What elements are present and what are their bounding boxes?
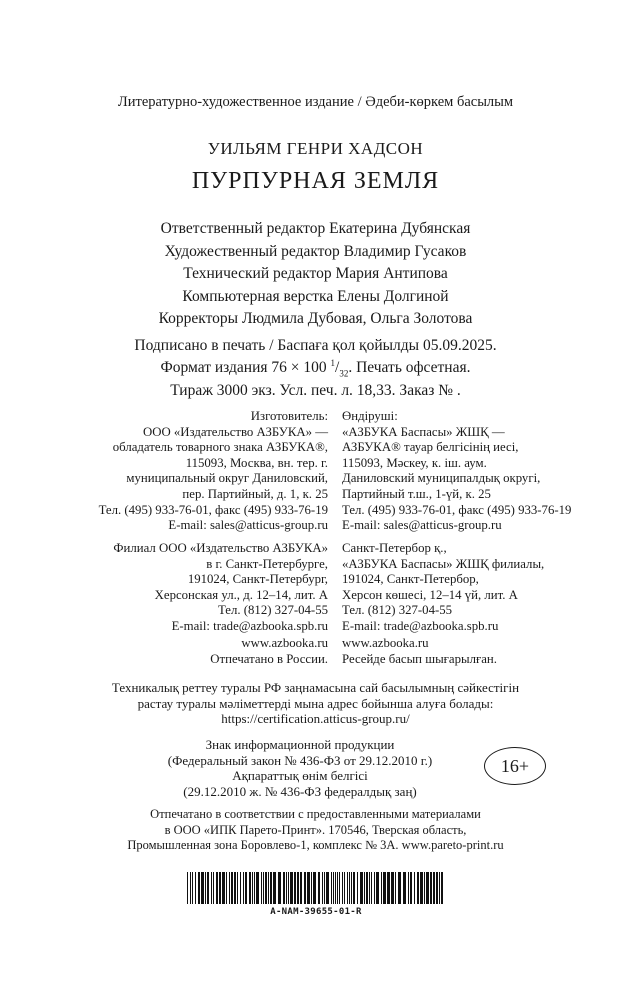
manufacturer-line: «АЗБУКА Баспасы» ЖШҚ — <box>342 424 505 439</box>
manufacturer-line: пер. Партийный, д. 1, к. 25 <box>182 486 328 501</box>
manufacturer-line: ООО «Издательство АЗБУКА» — <box>142 424 328 439</box>
format-prefix: Формат издания 76 × 100 <box>160 358 331 376</box>
manufacturer-line: обладатель товарного знака АЗБУКА®, <box>112 440 328 455</box>
branch-line: Херсон көшесі, 12–14 үй, лит. А <box>342 587 518 602</box>
print-run: Тираж 3000 экз. Усл. печ. л. 18,33. Заказ № . <box>170 382 461 400</box>
age-rating-badge: 16+ <box>484 747 546 785</box>
branch-line: в г. Санкт-Петербурге, <box>206 556 328 571</box>
barcode-image <box>187 872 445 904</box>
branch-kz <box>342 541 544 635</box>
printed-in: Отпечатано в России. <box>210 651 328 666</box>
printed-in: Ресейде басып шығарылған. <box>342 651 497 666</box>
web-ru <box>210 636 328 667</box>
branch-line: Санкт-Петербор қ., <box>342 541 447 555</box>
print-info <box>0 337 631 400</box>
branch-line: 191024, Санкт-Петербор, <box>342 572 479 587</box>
author-name: УИЛЬЯМ ГЕНРИ ХАДСОН <box>207 139 424 158</box>
printer-info <box>0 807 631 854</box>
credit-line: Корректоры Людмила Дубовая, Ольга Золотова <box>158 310 473 327</box>
certification-notice <box>0 680 631 727</box>
branch-line: Тел. (812) 327-04-55 <box>217 603 328 618</box>
website-url: www.azbooka.ru <box>342 636 429 650</box>
manufacturer-line: Изготовитель: <box>250 409 328 423</box>
manufacturer-line: Тел. (495) 933-76-01, факс (495) 933-76-19 <box>98 502 328 517</box>
credit-line: Технический редактор Мария Антипова <box>183 265 448 282</box>
manufacturer-line: муниципальный округ Даниловский, <box>126 471 328 486</box>
info-sign-line: Ақпараттық өнім белгісі <box>232 768 368 784</box>
info-sign-line: (29.12.2010 ж. № 436-ФЗ федералдық заң) <box>183 783 417 799</box>
branch-line: «АЗБУКА Баспасы» ЖШҚ филиалы, <box>342 556 545 571</box>
manufacturer-kz <box>342 409 571 534</box>
credits-list <box>0 218 631 331</box>
branch-email: E-mail: trade@azbooka.spb.ru <box>342 618 499 633</box>
branch-line: Херсонская ул., д. 12–14, лит. А <box>154 587 328 602</box>
printer-line: Промышленная зона Боровлево-1, комплекс № 3А. www.pareto-print.ru <box>127 838 504 853</box>
format-suffix: . Печать офсетная. <box>348 358 471 376</box>
credit-line: Ответственный редактор Екатерина Дубянская <box>160 220 471 237</box>
format-line: Формат издания 76 × 100 $^1/_{32}$. Печать офсетная. <box>160 357 471 378</box>
credit-line: Компьютерная верстка Елены Долгиной <box>182 287 449 305</box>
info-sign-line: (Федеральный закон № 436-ФЗ от 29.12.2010 г.) <box>167 752 433 768</box>
format-denominator: 32 <box>339 367 349 378</box>
branch-email: E-mail: trade@azbooka.spb.ru <box>171 618 328 633</box>
manufacturer-email: E-mail: sales@atticus-group.ru <box>168 518 328 533</box>
manufacturer-email: E-mail: sales@atticus-group.ru <box>342 518 502 533</box>
certification-line: Техникалық реттеу туралы РФ заңнамасына сай басылымның сәйкестігін <box>111 680 520 695</box>
info-sign-line: Знак информационной продукции <box>205 737 395 752</box>
branch-line: Филиал ООО «Издательство АЗБУКА» <box>113 541 328 555</box>
manufacturer-line: АЗБУКА® тауар белгісінің иесі, <box>342 440 519 455</box>
manufacturer-ru <box>99 409 328 534</box>
website-url: www.azbooka.ru <box>241 636 328 650</box>
branch-line: Тел. (812) 327-04-55 <box>342 603 453 618</box>
manufacturer-line: Даниловский муниципалдық округі, <box>342 471 541 486</box>
branch-line: 191024, Санкт-Петербург, <box>187 572 328 587</box>
certification-line: растау туралы мәліметтерді мына адрес бойынша алуға болады: <box>137 695 494 711</box>
book-title: ПУРПУРНАЯ ЗЕМЛЯ <box>191 168 440 194</box>
signed-to-print: Подписано в печать / Баспаға қол қойылды 05.09.2025. <box>134 337 497 354</box>
info-sign-text <box>150 737 450 799</box>
edition-type: Литературно-художественное издание / Әдеби-көркем басылым <box>117 94 514 110</box>
branch-ru <box>113 541 328 635</box>
printer-line: Отпечатано в соответствии с предоставленными материалами <box>150 807 481 821</box>
web-kz <box>342 636 497 667</box>
printer-line: в ООО «ИПК Парето-Принт». 170546, Тверская область, <box>164 822 467 837</box>
manufacturer-line: Партийный т.ш., 1-үй, к. 25 <box>342 486 491 501</box>
manufacturer-line: Өндіруші: <box>342 409 398 423</box>
format-numerator: 1 <box>330 357 336 368</box>
barcode-caption: A-NAM-39655-01-R <box>270 907 362 917</box>
certification-url: https://certification.atticus-group.ru/ <box>221 711 410 727</box>
credit-line: Художественный редактор Владимир Гусаков <box>164 242 467 260</box>
manufacturer-line: Тел. (495) 933-76-01, факс (495) 933-76-19 <box>342 502 572 517</box>
manufacturer-line: 115093, Москва, вн. тер. г. <box>185 455 328 470</box>
manufacturer-line: 115093, Мәскеу, к. іш. аум. <box>342 455 487 470</box>
